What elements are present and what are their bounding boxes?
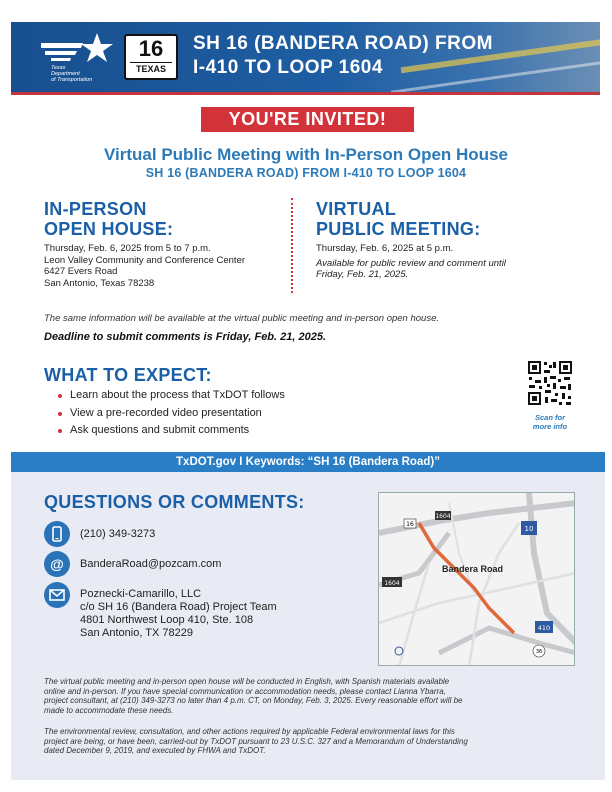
keywords-band: TxDOT.gov I Keywords: “SH 16 (Bandera Road)” bbox=[11, 452, 605, 472]
accommodation-notice: The virtual public meeting and in-person open house will be conducted in English, with Spanish materials available online and in-person. If you have special communication or accommodation needs, please contact Lianna Ybarra, project consultant, at (210) 349-3273 no later than 4 p.m. CT, on Monday, Feb. 3, 2025. Every reasonable effort will be made to accommodate these needs. bbox=[44, 677, 463, 715]
header-rule bbox=[11, 92, 600, 95]
map-label-i10: 10 bbox=[524, 525, 534, 533]
header-title: SH 16 (BANDERA ROAD) FROM I-410 TO LOOP 1604 bbox=[193, 33, 493, 78]
virtual-meeting-details: Thursday, Feb. 6, 2025 at 5 p.m. Available for public review and comment until Friday, Feb. 21, 2025. bbox=[316, 243, 506, 280]
phone-icon bbox=[44, 521, 70, 547]
sh16-route-shield: 16 TEXAS bbox=[124, 34, 178, 80]
questions-heading: QUESTIONS OR COMMENTS: bbox=[44, 492, 305, 512]
map-label-sh36: 36 bbox=[535, 649, 543, 655]
map-title: Bandera Road bbox=[442, 564, 504, 574]
agency-name: Texas Department of Transportation bbox=[51, 65, 93, 83]
email-icon: @ bbox=[44, 551, 70, 577]
expect-list bbox=[58, 387, 285, 440]
expect-heading: WHAT TO EXPECT: bbox=[44, 365, 212, 385]
invited-badge: YOU'RE INVITED! bbox=[201, 107, 414, 132]
column-divider bbox=[291, 198, 293, 293]
header-banner bbox=[11, 22, 600, 92]
map-label-loop1604-left: 1604 bbox=[384, 580, 400, 587]
map-label-sh16: 16 bbox=[406, 521, 414, 528]
environmental-notice: The environmental review, consultation, and other actions required by applicable Federal environmental laws for this project are being, or have been, carried-out by TxDOT pursuant to 23 U.S.C. 327 and a Memorandum of Understanding dated December 9, 2019, and executed by FHWA and TxDOT. bbox=[44, 727, 468, 755]
txdot-logo bbox=[37, 31, 117, 87]
qr-caption: Scan for more info bbox=[532, 413, 568, 431]
map-label-loop1604: 1604 bbox=[435, 513, 451, 520]
open-house-heading: IN-PERSON OPEN HOUSE: bbox=[44, 199, 174, 239]
mail-icon bbox=[44, 582, 70, 608]
qr-code-icon[interactable] bbox=[527, 360, 573, 406]
open-house-details: Thursday, Feb. 6, 2025 from 5 to 7 p.m. Leon Valley Community and Conference Center 6427 Evers Road San Antonio, Texas 78238 bbox=[44, 243, 246, 289]
map-label-i410: 410 bbox=[537, 624, 551, 632]
mailing-address: Poznecki-Camarillo, LLC c/o SH 16 (Bandera Road) Project Team 4801 Northwest Loop 410, Ste. 108 San Antonio, TX 78229 bbox=[80, 588, 277, 639]
meeting-subtitle: Virtual Public Meeting with In-Person Open House bbox=[104, 145, 508, 164]
email-address[interactable]: BanderaRoad@pozcam.com bbox=[80, 558, 222, 570]
virtual-meeting-heading: VIRTUAL PUBLIC MEETING: bbox=[316, 199, 481, 239]
list-item: Ask questions and submit comments bbox=[58, 422, 285, 440]
phone-number[interactable]: (210) 349-3273 bbox=[80, 528, 156, 540]
list-item: View a pre-recorded video presentation bbox=[58, 405, 285, 423]
deadline-note: Deadline to submit comments is Friday, Feb. 21, 2025. bbox=[44, 331, 327, 343]
project-map bbox=[378, 492, 575, 666]
project-subtitle: SH 16 (BANDERA ROAD) FROM I-410 TO LOOP 1604 bbox=[145, 166, 467, 180]
list-item: Learn about the process that TxDOT follows bbox=[58, 387, 285, 405]
same-info-note: The same information will be available at the virtual public meeting and in-person open house. bbox=[44, 313, 440, 324]
